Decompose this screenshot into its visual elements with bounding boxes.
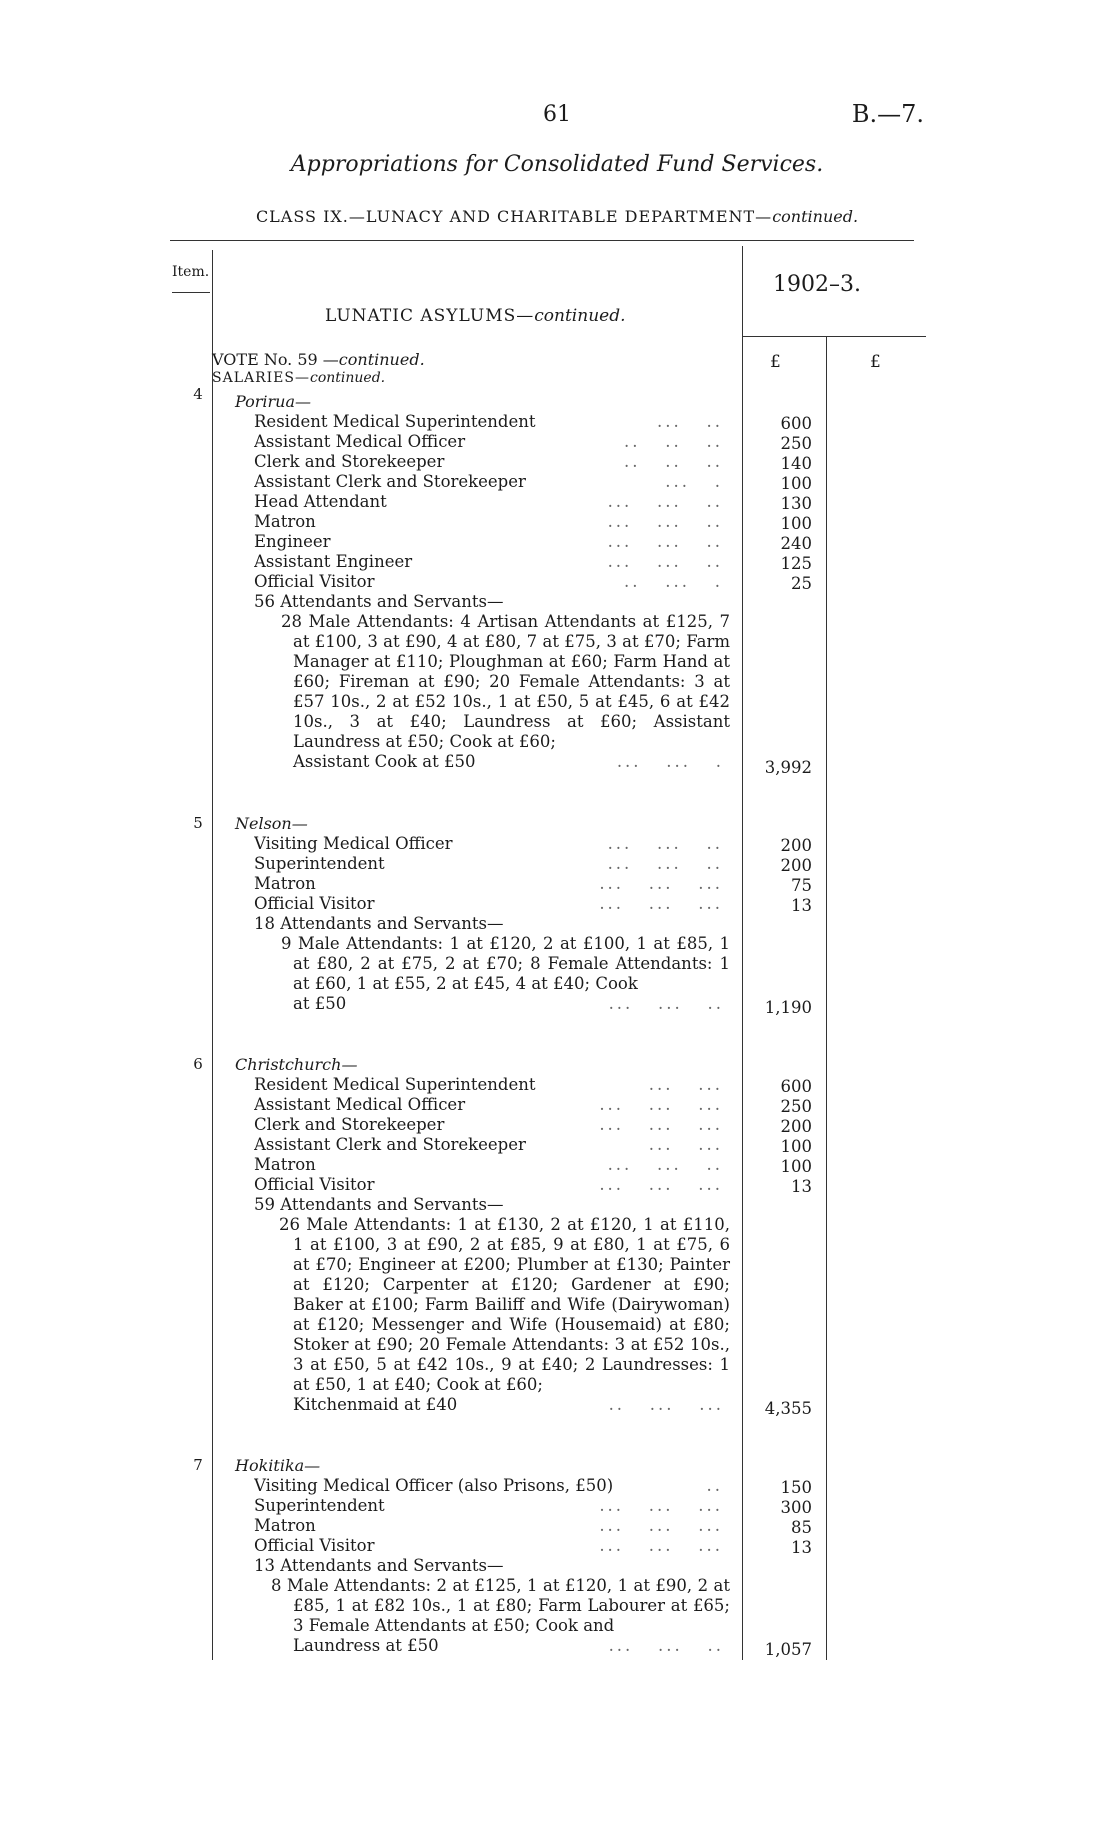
salaries-suffix: continued. (310, 370, 386, 386)
salary-amount: 250 (780, 434, 812, 453)
salary-label: Superintendent (254, 1496, 385, 1515)
salary-line: Matron ... ... ... (254, 874, 723, 893)
asylum-name: Christchurch— (235, 1055, 358, 1074)
salary-amount: 300 (780, 1498, 812, 1517)
servants-total: 3,992 (764, 758, 812, 777)
currency-symbol-total: £ (870, 352, 881, 372)
salary-amount: 200 (780, 836, 812, 855)
servants-heading: 18 Attendants and Servants— (254, 914, 504, 933)
salary-amount: 100 (780, 514, 812, 533)
year-heading: 1902–3. (773, 272, 861, 297)
salary-amount: 140 (780, 454, 812, 473)
year-head-rule (742, 336, 926, 337)
salary-line: Visiting Medical Officer (also Prisons, £50) .. (254, 1476, 723, 1495)
salary-line: Superintendent ... ... ... (254, 1496, 723, 1515)
document-reference: B.—7. (851, 100, 924, 128)
salary-amount: 13 (791, 1177, 812, 1196)
vote-suffix: continued. (338, 350, 425, 369)
servants-last-line: Assistant Cook at £50 ... ... . (293, 752, 724, 771)
item-number: 5 (193, 814, 203, 832)
salary-label: Official Visitor (254, 894, 375, 913)
salary-line: Assistant Clerk and Storekeeper ... ... (254, 1135, 723, 1154)
salary-line: Engineer ... ... .. (254, 532, 723, 551)
servants-heading: 59 Attendants and Servants— (254, 1195, 504, 1214)
servants-detail: 26 Male Attendants: 1 at £130, 2 at £120, 1 at £110, 1 at £100, 3 at £90, 2 at £85, 9 at £80, 1 at £75, 6 at £70; Engineer at £200; Plumber at £130; Painter at £120; Carpenter at £120; Gardener at £90; Baker at £100; Farm Bailiff and Wife (Dairywoman) at £120; Messenger and Wife (Housemaid) at £80; Stoker at £90; 20 Female Attendants: 3 at £52 10s., 3 at £50, 5 at £42 10s., 9 at £40; 2 Laundresses: 1 at £50, 1 at £40; Cook at £60; (279, 1215, 730, 1394)
salary-amount: 130 (780, 494, 812, 513)
salary-label: Resident Medical Superintendent (254, 412, 536, 431)
salary-line: Official Visitor ... ... ... (254, 1536, 723, 1555)
salary-amount: 13 (791, 896, 812, 915)
salary-label: Assistant Clerk and Storekeeper (254, 472, 526, 491)
amount-column-rule (742, 246, 743, 1660)
salary-line: Assistant Medical Officer .. .. .. (254, 432, 723, 451)
servants-last-text: Assistant Cook at £50 (293, 752, 476, 771)
salary-label: Official Visitor (254, 572, 375, 591)
salary-line: Visiting Medical Officer ... ... .. (254, 834, 723, 853)
salary-label: Clerk and Storekeeper (254, 452, 445, 471)
servants-heading: 13 Attendants and Servants— (254, 1556, 504, 1575)
item-head-rule (172, 292, 210, 293)
asylum-name: Nelson— (235, 814, 308, 833)
table-top-rule (170, 240, 914, 241)
salary-line: Resident Medical Superintendent ... .. (254, 412, 723, 431)
servants-last-line: at £50 ... ... .. (293, 994, 724, 1013)
item-number: 4 (193, 385, 203, 403)
salary-amount: 125 (780, 554, 812, 573)
servants-detail: 9 Male Attendants: 1 at £120, 2 at £100, 1 at £85, 1 at £80, 2 at £75, 2 at £70; 8 Female Attendants: 1 at £60, 1 at £55, 2 at £45, 4 at £40; Cook (281, 934, 730, 993)
salary-label: Engineer (254, 532, 331, 551)
currency-symbol-amount: £ (770, 352, 781, 372)
servants-last-text: Laundress at £50 (293, 1636, 439, 1655)
salary-line: Head Attendant ... ... .. (254, 492, 723, 511)
asylum-name: Hokitika— (235, 1456, 321, 1475)
salary-line: Official Visitor ... ... ... (254, 894, 723, 913)
salary-amount: 200 (780, 1117, 812, 1136)
salary-label: Assistant Engineer (254, 552, 413, 571)
servants-total: 1,190 (764, 998, 812, 1017)
salary-line: Assistant Engineer ... ... .. (254, 552, 723, 571)
salary-label: Official Visitor (254, 1175, 375, 1194)
salary-label: Matron (254, 512, 316, 531)
servants-last-line: Laundress at £50 ... ... .. (293, 1636, 724, 1655)
item-column-heading: Item. (172, 264, 210, 280)
servants-last-text: at £50 (293, 994, 347, 1013)
asylum-name: Porirua— (235, 392, 312, 411)
salary-amount: 100 (780, 1157, 812, 1176)
item-number: 7 (193, 1456, 203, 1474)
salary-line: Official Visitor .. ... . (254, 572, 723, 591)
salary-line: Matron ... ... .. (254, 512, 723, 531)
salary-label: Head Attendant (254, 492, 387, 511)
salary-amount: 13 (791, 1538, 812, 1557)
page-subtitle: Appropriations for Consolidated Fund Services. (290, 152, 824, 177)
salary-amount: 100 (780, 1137, 812, 1156)
salary-amount: 100 (780, 474, 812, 493)
vote-heading (212, 350, 425, 369)
salary-amount: 240 (780, 534, 812, 553)
salary-label: Resident Medical Superintendent (254, 1075, 536, 1094)
salary-label: Matron (254, 1516, 316, 1535)
salary-line: Clerk and Storekeeper ... ... ... (254, 1115, 723, 1134)
salary-amount: 25 (791, 574, 812, 593)
salary-label: Matron (254, 874, 316, 893)
salary-amount: 75 (791, 876, 812, 895)
salaries-text: SALARIES— (212, 370, 310, 386)
salary-line: Matron ... ... ... (254, 1516, 723, 1535)
servants-detail: 28 Male Attendants: 4 Artisan Attendants at £125, 7 at £100, 3 at £90, 4 at £80, 7 at £75, 3 at £70; Farm Manager at £110; Ploughman at £60; Farm Hand at £60; Fireman at £90; 20 Female Attendants: 3 at £57 10s., 2 at £52 10s., 1 at £50, 5 at £45, 6 at £42 10s., 3 at £40; Laundress at £60; Assistant Laundress at £50; Cook at £60; (281, 612, 730, 751)
salary-line: Clerk and Storekeeper .. .. .. (254, 452, 723, 471)
salaries-heading (212, 370, 385, 386)
section-title-text: LUNATIC ASYLUMS— (325, 306, 535, 326)
salary-label: Assistant Medical Officer (254, 432, 466, 451)
class-title-text: CLASS IX.—LUNACY AND CHARITABLE DEPARTMENT— (255, 207, 773, 226)
section-title-suffix: continued. (534, 306, 626, 326)
salary-amount: 85 (791, 1518, 812, 1537)
item-number: 6 (193, 1055, 203, 1073)
salary-line: Assistant Clerk and Storekeeper ... . (254, 472, 723, 491)
salary-amount: 200 (780, 856, 812, 875)
salary-label: Visiting Medical Officer (also Prisons, £50) (254, 1476, 614, 1495)
servants-total: 4,355 (764, 1399, 812, 1418)
servants-total: 1,057 (764, 1640, 812, 1659)
salary-label: Matron (254, 1155, 316, 1174)
class-title-suffix: continued. (772, 207, 859, 226)
section-title (325, 306, 625, 326)
total-column-rule (826, 336, 827, 1660)
vote-text: VOTE No. 59 — (212, 350, 339, 369)
salary-amount: 600 (780, 414, 812, 433)
salary-line: Assistant Medical Officer ... ... ... (254, 1095, 723, 1114)
servants-last-line: Kitchenmaid at £40 .. ... ... (293, 1395, 724, 1414)
salary-label: Clerk and Storekeeper (254, 1115, 445, 1134)
salary-line: Resident Medical Superintendent ... ... (254, 1075, 723, 1094)
salary-label: Visiting Medical Officer (254, 834, 453, 853)
salary-label: Assistant Medical Officer (254, 1095, 466, 1114)
salary-label: Superintendent (254, 854, 385, 873)
salary-amount: 250 (780, 1097, 812, 1116)
item-column-rule (212, 250, 213, 1660)
salary-label: Official Visitor (254, 1536, 375, 1555)
servants-heading: 56 Attendants and Servants— (254, 592, 504, 611)
class-title (0, 207, 1114, 226)
salary-line: Official Visitor ... ... ... (254, 1175, 723, 1194)
salary-line: Superintendent ... ... .. (254, 854, 723, 873)
page-number: 61 (543, 102, 571, 127)
servants-detail: 8 Male Attendants: 2 at £125, 1 at £120, 1 at £90, 2 at £85, 1 at £82 10s., 1 at £80; Farm Labourer at £65; 3 Female Attendants at £50; Cook and (271, 1576, 730, 1635)
salary-line: Matron ... ... .. (254, 1155, 723, 1174)
servants-last-text: Kitchenmaid at £40 (293, 1395, 458, 1414)
salary-label: Assistant Clerk and Storekeeper (254, 1135, 526, 1154)
salary-amount: 150 (780, 1478, 812, 1497)
salary-amount: 600 (780, 1077, 812, 1096)
